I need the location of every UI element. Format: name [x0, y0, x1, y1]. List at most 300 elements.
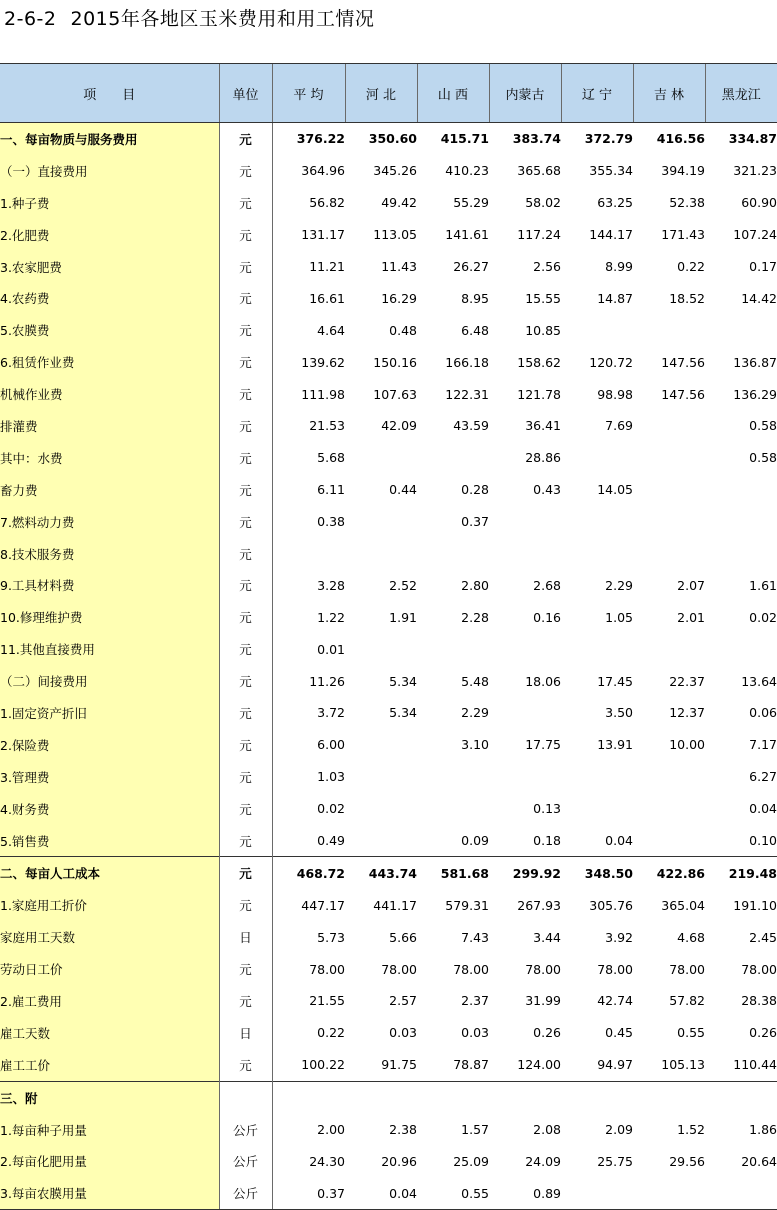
value-cell: 1.03 — [317, 769, 345, 785]
value-cell — [633, 1081, 705, 1113]
value-cell — [561, 506, 633, 538]
value-cell — [705, 506, 777, 538]
row-label: 1.家庭用工折价 — [0, 889, 219, 921]
value-cell: 171.43 — [661, 227, 705, 243]
value-cell: 1.86 — [749, 1122, 777, 1138]
value-cell: 2.52 — [389, 577, 417, 593]
value-cell: 6.00 — [317, 737, 345, 753]
value-cell: 150.16 — [373, 354, 417, 370]
value-cell: 139.62 — [301, 354, 345, 370]
value-cell — [633, 314, 705, 346]
table-row — [0, 1177, 777, 1209]
value-cell: 11.21 — [309, 259, 345, 274]
value-cell: 2.08 — [533, 1122, 561, 1138]
value-cell — [705, 633, 777, 665]
row-unit: 元 — [219, 601, 272, 633]
row-label: 6.租赁作业费 — [0, 346, 219, 378]
value-cell: 8.95 — [461, 290, 489, 306]
table-row — [0, 346, 777, 378]
value-cell — [345, 442, 417, 474]
value-cell — [345, 633, 417, 665]
value-cell: 147.56 — [661, 386, 705, 402]
value-cell: 29.56 — [669, 1153, 705, 1169]
value-cell — [345, 825, 417, 857]
row-label: 三、附 — [0, 1081, 219, 1113]
value-cell — [705, 314, 777, 346]
value-cell: 63.25 — [597, 195, 633, 211]
value-cell — [489, 761, 561, 793]
value-cell: 2.01 — [677, 609, 705, 625]
table-row — [0, 506, 777, 538]
value-cell: 422.86 — [633, 857, 705, 889]
value-cell — [561, 442, 633, 474]
value-cell: 52.38 — [669, 195, 705, 211]
value-cell: 0.26 — [749, 1025, 777, 1041]
value-cell: 78.00 — [309, 961, 345, 977]
value-cell: 56.82 — [309, 195, 345, 211]
value-cell: 0.49 — [317, 833, 345, 849]
table-row — [0, 410, 777, 442]
value-cell: 0.48 — [389, 322, 417, 338]
value-cell: 267.93 — [517, 897, 561, 913]
value-cell: 0.43 — [533, 482, 561, 498]
value-cell: 410.23 — [445, 163, 489, 179]
value-cell: 0.18 — [533, 833, 561, 849]
value-cell — [705, 1081, 777, 1113]
value-cell: 4.68 — [677, 929, 705, 945]
row-unit: 元 — [219, 761, 272, 793]
value-cell: 117.24 — [517, 227, 561, 243]
value-cell: 0.02 — [749, 609, 777, 625]
row-label: 二、每亩人工成本 — [0, 857, 219, 889]
value-cell — [561, 314, 633, 346]
value-cell — [489, 1081, 561, 1113]
value-cell: 2.07 — [677, 577, 705, 593]
value-cell: 13.91 — [597, 737, 633, 753]
table-row — [0, 985, 777, 1017]
value-cell — [489, 506, 561, 538]
row-label: 2.每亩化肥用量 — [0, 1146, 219, 1178]
value-cell: 42.74 — [597, 993, 633, 1009]
value-cell: 0.17 — [749, 259, 777, 274]
value-cell: 0.22 — [317, 1025, 345, 1041]
table-row — [0, 378, 777, 410]
value-cell: 20.96 — [381, 1153, 417, 1169]
value-cell: 0.58 — [749, 450, 777, 466]
value-cell — [705, 1177, 777, 1209]
cost-table — [0, 63, 777, 1210]
value-cell — [561, 761, 633, 793]
row-unit: 元 — [219, 569, 272, 601]
row-label: 2.保险费 — [0, 729, 219, 761]
row-unit: 公斤 — [219, 1146, 272, 1178]
row-label: 1.每亩种子用量 — [0, 1114, 219, 1146]
value-cell — [705, 538, 777, 570]
column-header: 山 西 — [417, 64, 489, 123]
row-label: 5.销售费 — [0, 825, 219, 857]
value-cell — [345, 729, 417, 761]
value-cell: 7.43 — [461, 929, 489, 945]
value-cell: 5.34 — [389, 705, 417, 721]
value-cell: 18.06 — [525, 673, 561, 689]
value-cell — [633, 442, 705, 474]
value-cell — [633, 1177, 705, 1209]
value-cell: 2.56 — [533, 259, 561, 274]
value-cell: 0.04 — [749, 801, 777, 817]
value-cell: 3.72 — [317, 705, 345, 721]
value-cell — [561, 793, 633, 825]
value-cell: 7.69 — [605, 418, 633, 434]
table-row — [0, 697, 777, 729]
row-unit: 元 — [219, 538, 272, 570]
value-cell: 17.45 — [597, 673, 633, 689]
row-unit: 元 — [219, 314, 272, 346]
row-label: 3.管理费 — [0, 761, 219, 793]
table-row — [0, 187, 777, 219]
row-label: 排灌费 — [0, 410, 219, 442]
value-cell: 468.72 — [272, 857, 345, 889]
column-header: 内蒙古 — [489, 64, 561, 123]
value-cell: 0.28 — [461, 482, 489, 498]
value-cell: 219.48 — [705, 857, 777, 889]
row-unit: 元 — [219, 889, 272, 921]
table-row — [0, 953, 777, 985]
value-cell: 3.92 — [605, 929, 633, 945]
value-cell: 136.87 — [733, 354, 777, 370]
row-label: 雇工工价 — [0, 1049, 219, 1081]
value-cell — [633, 633, 705, 665]
row-unit: 元 — [219, 633, 272, 665]
value-cell: 16.61 — [309, 290, 345, 306]
value-cell: 321.23 — [733, 163, 777, 179]
row-unit: 元 — [219, 378, 272, 410]
value-cell: 14.42 — [741, 290, 777, 306]
value-cell: 42.09 — [381, 418, 417, 434]
value-cell: 365.04 — [661, 897, 705, 913]
column-header: 黑龙江 — [705, 64, 777, 123]
value-cell: 3.10 — [461, 737, 489, 753]
row-label: （二）间接费用 — [0, 665, 219, 697]
value-cell: 60.90 — [741, 195, 777, 211]
value-cell — [561, 1177, 633, 1209]
value-cell: 2.29 — [461, 705, 489, 721]
value-cell: 0.44 — [389, 482, 417, 498]
header-row — [0, 64, 777, 123]
value-cell: 0.02 — [317, 801, 345, 817]
value-cell: 98.98 — [597, 386, 633, 402]
value-cell — [633, 506, 705, 538]
value-cell: 4.64 — [317, 322, 345, 338]
row-label: 4.农药费 — [0, 282, 219, 314]
table-row — [0, 1017, 777, 1049]
value-cell: 415.71 — [417, 123, 489, 155]
value-cell: 15.55 — [525, 290, 561, 306]
value-cell: 78.87 — [453, 1057, 489, 1073]
table-row — [0, 314, 777, 346]
row-label: 雇工天数 — [0, 1017, 219, 1049]
value-cell — [489, 633, 561, 665]
row-label: （一）直接费用 — [0, 155, 219, 187]
table-row — [0, 1049, 777, 1081]
table-row — [0, 921, 777, 953]
row-label: 3.每亩农膜用量 — [0, 1177, 219, 1209]
value-cell: 147.56 — [661, 354, 705, 370]
row-unit: 元 — [219, 665, 272, 697]
value-cell: 107.63 — [373, 386, 417, 402]
table-row — [0, 729, 777, 761]
value-cell: 10.00 — [669, 737, 705, 753]
value-cell: 579.31 — [445, 897, 489, 913]
value-cell: 2.37 — [461, 993, 489, 1009]
table-row — [0, 665, 777, 697]
value-cell: 166.18 — [445, 354, 489, 370]
value-cell: 0.89 — [489, 1177, 561, 1209]
table-row — [0, 1114, 777, 1146]
value-cell — [489, 697, 561, 729]
value-cell: 0.03 — [389, 1025, 417, 1041]
value-cell: 372.79 — [561, 123, 633, 155]
value-cell: 111.98 — [301, 386, 345, 402]
value-cell: 5.66 — [389, 929, 417, 945]
value-cell: 0.10 — [749, 833, 777, 849]
value-cell: 158.62 — [517, 354, 561, 370]
value-cell: 11.26 — [309, 673, 345, 689]
value-cell: 24.09 — [525, 1153, 561, 1169]
value-cell: 13.64 — [741, 673, 777, 689]
row-label: 畜力费 — [0, 474, 219, 506]
value-cell: 2.00 — [317, 1122, 345, 1138]
table-row — [0, 251, 777, 283]
value-cell — [417, 761, 489, 793]
row-unit: 元 — [219, 410, 272, 442]
value-cell: 1.57 — [461, 1122, 489, 1138]
row-label: 8.技术服务费 — [0, 538, 219, 570]
value-cell: 31.99 — [525, 993, 561, 1009]
value-cell — [345, 793, 417, 825]
row-unit: 元 — [219, 474, 272, 506]
table-title: 2015年各地区玉米费用和用工情况 — [70, 8, 375, 30]
row-label: 机械作业费 — [0, 378, 219, 410]
value-cell: 0.04 — [345, 1177, 417, 1209]
value-cell: 36.41 — [525, 418, 561, 434]
table-row — [0, 1146, 777, 1178]
value-cell: 24.30 — [309, 1153, 345, 1169]
value-cell: 2.28 — [461, 609, 489, 625]
row-unit: 元 — [219, 282, 272, 314]
value-cell: 26.27 — [453, 259, 489, 274]
table-row — [0, 123, 777, 155]
row-unit: 元 — [219, 123, 272, 155]
value-cell: 0.37 — [461, 514, 489, 530]
table-row — [0, 633, 777, 665]
column-header: 单位 — [219, 64, 272, 123]
value-cell: 383.74 — [489, 123, 561, 155]
value-cell: 1.22 — [317, 609, 345, 625]
value-cell: 120.72 — [589, 354, 633, 370]
row-label: 9.工具材料费 — [0, 569, 219, 601]
value-cell — [345, 1081, 417, 1113]
row-unit: 元 — [219, 793, 272, 825]
value-cell: 21.55 — [309, 993, 345, 1009]
value-cell: 43.59 — [453, 418, 489, 434]
table-row — [0, 569, 777, 601]
column-header: 河 北 — [345, 64, 417, 123]
table-row — [0, 155, 777, 187]
value-cell — [633, 474, 705, 506]
value-cell: 58.02 — [525, 195, 561, 211]
value-cell: 57.82 — [669, 993, 705, 1009]
value-cell: 443.74 — [345, 857, 417, 889]
value-cell: 25.75 — [597, 1153, 633, 1169]
value-cell: 144.17 — [589, 227, 633, 243]
table-row — [0, 761, 777, 793]
value-cell — [272, 1081, 345, 1113]
value-cell: 0.58 — [749, 418, 777, 434]
value-cell: 14.05 — [597, 482, 633, 498]
row-unit: 元 — [219, 442, 272, 474]
value-cell — [345, 538, 417, 570]
column-header: 吉 林 — [633, 64, 705, 123]
row-unit: 元 — [219, 187, 272, 219]
value-cell: 1.91 — [389, 609, 417, 625]
value-cell: 348.50 — [561, 857, 633, 889]
value-cell: 78.00 — [741, 961, 777, 977]
value-cell: 364.96 — [301, 163, 345, 179]
value-cell: 141.61 — [445, 227, 489, 243]
value-cell: 5.73 — [317, 929, 345, 945]
value-cell: 0.37 — [272, 1177, 345, 1209]
table-row — [0, 282, 777, 314]
value-cell: 0.16 — [533, 609, 561, 625]
value-cell: 6.11 — [317, 482, 345, 498]
row-unit: 元 — [219, 697, 272, 729]
row-label: 5.农膜费 — [0, 314, 219, 346]
row-unit: 元 — [219, 985, 272, 1017]
value-cell: 1.52 — [677, 1122, 705, 1138]
table-row — [0, 442, 777, 474]
table-body — [0, 123, 777, 1210]
value-cell: 17.75 — [525, 737, 561, 753]
row-unit: 公斤 — [219, 1177, 272, 1209]
value-cell: 0.09 — [461, 833, 489, 849]
value-cell — [561, 1081, 633, 1113]
row-unit: 日 — [219, 1017, 272, 1049]
value-cell: 121.78 — [517, 386, 561, 402]
value-cell: 0.04 — [605, 833, 633, 849]
row-unit: 元 — [219, 729, 272, 761]
value-cell: 305.76 — [589, 897, 633, 913]
value-cell: 78.00 — [381, 961, 417, 977]
value-cell: 0.45 — [605, 1025, 633, 1041]
row-unit: 元 — [219, 1049, 272, 1081]
row-label: 家庭用工天数 — [0, 921, 219, 953]
value-cell: 191.10 — [733, 897, 777, 913]
value-cell: 136.29 — [733, 386, 777, 402]
column-header: 项 目 — [0, 64, 219, 123]
value-cell: 78.00 — [597, 961, 633, 977]
value-cell: 441.17 — [373, 897, 417, 913]
value-cell: 49.42 — [381, 195, 417, 211]
row-label: 其中：水费 — [0, 442, 219, 474]
row-unit — [219, 1081, 272, 1113]
value-cell: 0.55 — [677, 1025, 705, 1041]
value-cell — [417, 1081, 489, 1113]
value-cell: 581.68 — [417, 857, 489, 889]
row-unit: 日 — [219, 921, 272, 953]
value-cell: 345.26 — [373, 163, 417, 179]
value-cell: 3.28 — [317, 577, 345, 593]
value-cell — [489, 538, 561, 570]
row-label: 10.修理维护费 — [0, 601, 219, 633]
value-cell — [633, 825, 705, 857]
value-cell: 2.45 — [749, 929, 777, 945]
value-cell: 100.22 — [301, 1057, 345, 1073]
value-cell: 21.53 — [309, 418, 345, 434]
value-cell: 12.37 — [669, 705, 705, 721]
row-unit: 元 — [219, 825, 272, 857]
value-cell — [417, 793, 489, 825]
value-cell: 28.38 — [741, 993, 777, 1009]
value-cell: 5.34 — [389, 673, 417, 689]
value-cell: 2.57 — [389, 993, 417, 1009]
value-cell: 5.48 — [461, 673, 489, 689]
row-label: 2.化肥费 — [0, 219, 219, 251]
row-unit: 元 — [219, 506, 272, 538]
value-cell: 2.09 — [605, 1122, 633, 1138]
value-cell: 55.29 — [453, 195, 489, 211]
value-cell: 447.17 — [301, 897, 345, 913]
value-cell: 113.05 — [373, 227, 417, 243]
value-cell: 8.99 — [605, 259, 633, 274]
value-cell: 3.50 — [605, 705, 633, 721]
row-label: 3.农家肥费 — [0, 251, 219, 283]
value-cell — [705, 474, 777, 506]
row-label: 7.燃料动力费 — [0, 506, 219, 538]
value-cell: 78.00 — [525, 961, 561, 977]
value-cell: 0.22 — [677, 259, 705, 274]
table-row — [0, 219, 777, 251]
value-cell: 2.80 — [461, 577, 489, 593]
value-cell: 6.27 — [749, 769, 777, 785]
value-cell: 0.06 — [749, 705, 777, 721]
table-row — [0, 474, 777, 506]
column-header: 辽 宁 — [561, 64, 633, 123]
value-cell — [345, 761, 417, 793]
value-cell — [633, 793, 705, 825]
value-cell: 11.43 — [381, 259, 417, 274]
value-cell: 122.31 — [445, 386, 489, 402]
value-cell: 20.64 — [741, 1153, 777, 1169]
table-row — [0, 857, 777, 889]
value-cell: 78.00 — [453, 961, 489, 977]
value-cell: 18.52 — [669, 290, 705, 306]
row-unit: 元 — [219, 346, 272, 378]
value-cell: 10.85 — [525, 322, 561, 338]
table-row — [0, 889, 777, 921]
table-number: 2-6-2 — [4, 8, 57, 30]
value-cell — [417, 538, 489, 570]
row-label: 一、每亩物质与服务费用 — [0, 123, 219, 155]
row-label: 1.种子费 — [0, 187, 219, 219]
value-cell: 78.00 — [669, 961, 705, 977]
value-cell: 16.29 — [381, 290, 417, 306]
value-cell: 105.13 — [661, 1057, 705, 1073]
value-cell — [417, 633, 489, 665]
value-cell: 107.24 — [733, 227, 777, 243]
page-title — [4, 6, 374, 32]
row-unit: 元 — [219, 155, 272, 187]
row-unit: 元 — [219, 219, 272, 251]
